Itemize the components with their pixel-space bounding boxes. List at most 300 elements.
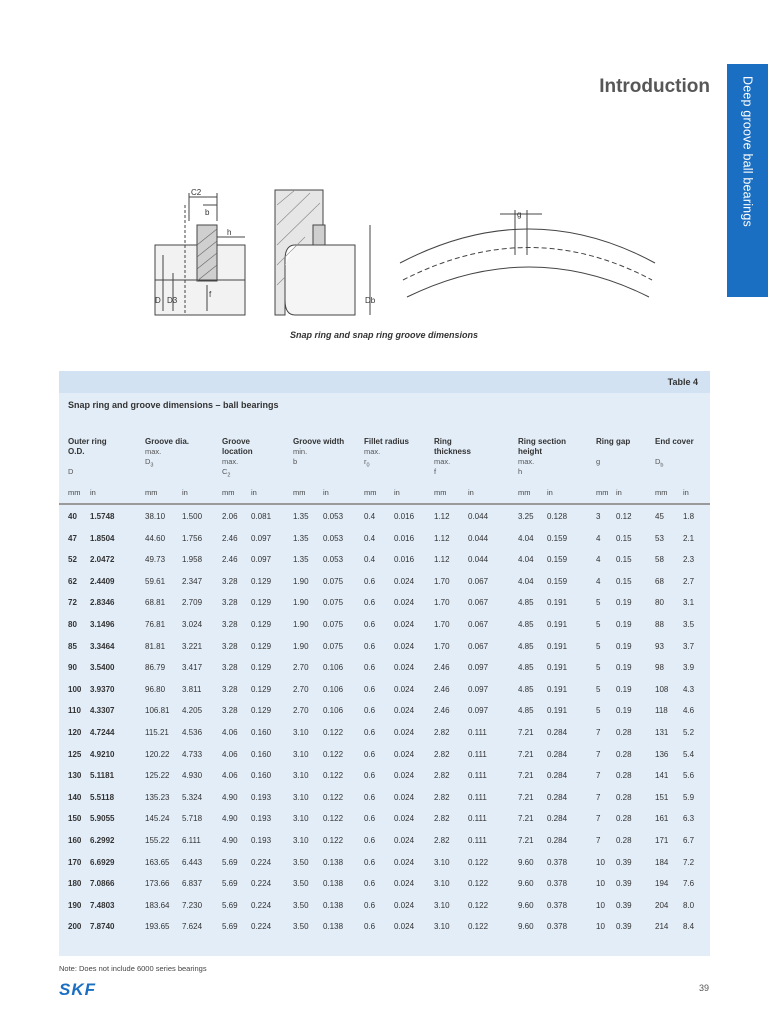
table-cell: 7.0866 [90, 879, 115, 889]
table-cell: 3.10 [434, 879, 450, 889]
table-panel [59, 371, 710, 956]
table-row [59, 550, 710, 572]
table-cell: 3.10 [434, 900, 450, 910]
table-cell: 1.90 [293, 641, 309, 651]
table-cell: 72 [68, 598, 77, 608]
table-row [59, 701, 710, 723]
table-cell: 0.067 [468, 620, 489, 629]
table-cell: 81.81 [145, 641, 166, 651]
table-cell: 0.39 [616, 900, 632, 910]
table-cell: 10 [596, 857, 605, 867]
table-cell: 4.733 [182, 749, 203, 759]
table-cell: 7.21 [518, 792, 534, 802]
table-cell: 3.50 [293, 879, 309, 889]
table-cell: 0.016 [394, 555, 415, 565]
table-cell: 3.10 [434, 857, 450, 867]
column-header [68, 437, 123, 477]
table-cell: 3.10 [293, 792, 309, 802]
table-cell: 3.10 [434, 922, 450, 932]
table-cell: 100 [68, 684, 82, 694]
column-header-symbol: b [293, 457, 298, 466]
table-cell: 115.21 [145, 728, 169, 737]
table-cell: 150 [68, 814, 82, 824]
table-cell: 0.106 [323, 684, 344, 694]
table-cell: 0.024 [394, 684, 415, 694]
table-cell: 0.016 [394, 533, 415, 543]
table-cell: 0.191 [547, 641, 568, 651]
label-f: f [209, 290, 212, 299]
table-cell: 0.138 [323, 900, 344, 910]
table-cell: 0.28 [616, 749, 632, 759]
table-cell: 160 [68, 836, 82, 845]
table-cell: 130 [68, 771, 82, 781]
table-cell: 0.106 [323, 663, 344, 673]
table-row [59, 831, 710, 853]
table-cell: 0.024 [394, 620, 415, 629]
table-cell: 0.6 [364, 684, 376, 694]
table-cell: 200 [68, 922, 82, 932]
table-cell: 3.10 [293, 771, 309, 781]
table-cell: 4.85 [518, 684, 534, 694]
table-cell: 0.111 [468, 836, 487, 845]
page-heading: Introduction [599, 76, 710, 97]
snap-ring-figure [145, 185, 665, 325]
table-cell: 0.191 [547, 620, 568, 629]
table-row [59, 788, 710, 810]
table-cell: 1.70 [434, 598, 450, 608]
table-cell: 4.90 [222, 792, 238, 802]
table-cell: 1.5748 [90, 512, 115, 521]
table-cell: 0.12 [616, 512, 632, 521]
table-cell: 59.61 [145, 576, 166, 586]
table-cell: 80 [68, 620, 77, 629]
table-cell: 0.129 [251, 706, 272, 716]
table-cell: 1.958 [182, 555, 203, 565]
table-topbar [59, 371, 710, 393]
table-row [59, 766, 710, 788]
unit-label: mm [434, 488, 447, 497]
section-side-tab[interactable] [727, 64, 768, 297]
table-cell: 0.4 [364, 555, 376, 565]
column-header-qualifier [596, 447, 651, 457]
unit-label: in [251, 488, 257, 497]
table-cell: 0.129 [251, 576, 272, 586]
table-cell: 38.10 [145, 512, 166, 521]
table-cell: 52 [68, 555, 77, 565]
table-cell: 0.122 [323, 792, 344, 802]
table-cell: 7 [596, 728, 601, 737]
table-cell: 3.28 [222, 684, 238, 694]
table-row [59, 917, 710, 939]
table-cell: 3.811 [182, 684, 202, 694]
table-cell: 0.129 [251, 663, 272, 673]
column-header [434, 437, 489, 477]
column-header-symbol: $C_2$ [222, 467, 231, 479]
table-cell: 0.075 [323, 598, 344, 608]
column-header-qualifier: max. [518, 457, 535, 466]
unit-label: mm [293, 488, 306, 497]
table-row [59, 615, 710, 637]
unit-label: in [90, 488, 96, 497]
table-row [59, 637, 710, 659]
table-cell: 0.284 [547, 792, 568, 802]
table-cell: 108 [655, 684, 669, 694]
unit-label: in [323, 488, 329, 497]
table-cell: 4.85 [518, 620, 534, 629]
table-cell: 0.6 [364, 836, 376, 845]
table-cell: 0.129 [251, 684, 272, 694]
table-cell: 0.024 [394, 922, 415, 932]
table-cell: 7.21 [518, 814, 534, 824]
table-cell: 10 [596, 879, 605, 889]
table-cell: 3.50 [293, 900, 309, 910]
table-cell: 0.138 [323, 879, 344, 889]
table-cell: 45 [655, 512, 664, 521]
table-cell: 7.8740 [90, 922, 115, 932]
table-cell: 120.22 [145, 749, 170, 759]
table-cell: 8.0 [683, 900, 695, 910]
unit-label: in [182, 488, 188, 497]
table-cell: 3.28 [222, 620, 238, 629]
table-cell: 2.3 [683, 555, 695, 565]
table-cell: 5.2 [683, 728, 695, 737]
table-cell: 9.60 [518, 857, 534, 867]
table-cell: 0.6 [364, 620, 376, 629]
unit-label: mm [364, 488, 377, 497]
table-cell: 3.9370 [90, 684, 115, 694]
table-cell: 3.3464 [90, 641, 115, 651]
table-cell: 0.191 [547, 706, 568, 716]
table-cell: 3.28 [222, 663, 238, 673]
table-cell: 2.82 [434, 836, 450, 845]
table-cell: 3 [596, 512, 601, 521]
column-header-name: End cover [655, 437, 694, 446]
table-cell: 2.4409 [90, 576, 115, 586]
table-cell: 0.097 [251, 555, 272, 565]
table-cell: 0.15 [616, 555, 632, 565]
table-cell: 7 [596, 771, 601, 781]
table-cell: 0.6 [364, 922, 376, 932]
table-cell: 0.053 [323, 533, 344, 543]
table-cell: 5 [596, 641, 601, 651]
table-cell: 0.106 [323, 706, 344, 716]
table-cell: 194 [655, 879, 669, 889]
column-header-qualifier: min. [293, 447, 308, 456]
table-cell: 7.21 [518, 728, 534, 737]
table-cell: 80 [655, 598, 664, 608]
column-header [364, 437, 419, 471]
column-header [655, 437, 710, 471]
table-row [59, 874, 710, 896]
table-cell: 4.9210 [90, 749, 115, 759]
table-cell: 0.122 [323, 836, 344, 845]
table-cell: 0.067 [468, 598, 489, 608]
column-header-qualifier [655, 447, 710, 457]
table-cell: 10 [596, 900, 605, 910]
table-cell: 1.12 [434, 533, 450, 543]
table-cell: 131 [655, 728, 669, 737]
unit-label: in [547, 488, 553, 497]
table-cell: 5.9 [683, 792, 695, 802]
table-cell: 7.21 [518, 771, 534, 781]
table-cell: 0.024 [394, 900, 415, 910]
table-cell: 1.90 [293, 576, 309, 586]
table-cell: 0.191 [547, 684, 568, 694]
table-cell: 2.1 [683, 533, 695, 543]
table-cell: 0.160 [251, 771, 272, 781]
table-cell: 0.378 [547, 922, 568, 932]
table-cell: 3.1 [683, 598, 695, 608]
table-cell: 5.1181 [90, 771, 115, 781]
unit-label: mm [518, 488, 531, 497]
column-header [293, 437, 348, 467]
label-db: Db [365, 296, 376, 305]
table-cell: 135.23 [145, 792, 170, 802]
table-cell: 86.79 [145, 663, 166, 673]
table-cell: 140 [68, 792, 82, 802]
table-row [59, 680, 710, 702]
table-cell: 0.122 [468, 922, 489, 932]
table-cell: 1.70 [434, 576, 450, 586]
table-cell: 106.81 [145, 706, 170, 716]
table-cell: 0.122 [323, 771, 344, 781]
column-header [596, 437, 651, 467]
table-cell: 44.60 [145, 533, 166, 543]
table-cell: 3.024 [182, 620, 203, 629]
table-cell: 161 [655, 814, 669, 824]
table-cell: 0.6 [364, 706, 376, 716]
table-cell: 0.111 [468, 749, 487, 759]
table-cell: 171 [655, 836, 669, 845]
table-cell: 0.024 [394, 792, 415, 802]
unit-label: in [468, 488, 474, 497]
table-cell: 0.6 [364, 576, 376, 586]
table-cell: 0.122 [323, 749, 344, 759]
table-cell: 40 [68, 512, 77, 521]
table-cell: 7 [596, 749, 601, 759]
table-cell: 3.5 [683, 620, 695, 629]
table-cell: 4.85 [518, 598, 534, 608]
table-cell: 5.4 [683, 749, 695, 759]
table-cell: 3.10 [293, 749, 309, 759]
table-cell: 4.90 [222, 836, 238, 845]
column-header-symbol: $r_0$ [364, 457, 370, 469]
column-header [518, 437, 588, 477]
column-header-name: Ring gap [596, 437, 631, 446]
table-cell: 173.66 [145, 879, 170, 889]
table-number: Table 4 [667, 377, 698, 387]
table-cell: 2.46 [434, 684, 450, 694]
table-cell: 3.7 [683, 641, 695, 651]
table-cell: 2.46 [434, 706, 450, 716]
table-cell: 58 [655, 555, 664, 565]
table-cell: 0.024 [394, 879, 415, 889]
unit-label: mm [222, 488, 235, 497]
table-cell: 0.6 [364, 749, 376, 759]
table-cell: 76.81 [145, 620, 166, 629]
table-cell: 125.22 [145, 771, 170, 781]
table-row [59, 507, 710, 529]
column-header-name: Groove location [222, 437, 253, 456]
label-b: b [205, 208, 210, 217]
table-cell: 0.224 [251, 900, 272, 910]
table-cell: 90 [68, 663, 77, 673]
table-cell: 3.10 [293, 728, 309, 737]
table-cell: 0.6 [364, 728, 376, 737]
table-cell: 53 [655, 533, 664, 543]
table-cell: 1.12 [434, 555, 450, 565]
table-cell: 155.22 [145, 836, 170, 845]
table-cell: 0.15 [616, 576, 632, 586]
table-cell: 7.6 [683, 879, 695, 889]
table-cell: 0.097 [468, 706, 489, 716]
table-cell: 163.65 [145, 857, 170, 867]
unit-label: in [394, 488, 400, 497]
table-cell: 1.12 [434, 512, 450, 521]
table-cell: 5.718 [182, 814, 203, 824]
table-cell: 49.73 [145, 555, 166, 565]
table-cell: 0.15 [616, 533, 632, 543]
table-cell: 1.756 [182, 533, 203, 543]
skf-logo: SKF [59, 980, 96, 999]
table-cell: 4.90 [222, 814, 238, 824]
table-cell: 0.284 [547, 771, 568, 781]
table-cell: 6.111 [182, 836, 201, 845]
table-cell: 0.111 [468, 771, 487, 781]
table-cell: 4.205 [182, 706, 203, 716]
table-cell: 0.6 [364, 900, 376, 910]
table-cell: 0.129 [251, 598, 272, 608]
table-cell: 0.284 [547, 749, 568, 759]
table-cell: 5.69 [222, 857, 238, 867]
table-cell: 214 [655, 922, 669, 932]
table-cell: 2.70 [293, 663, 309, 673]
column-header [222, 437, 277, 481]
table-cell: 3.28 [222, 706, 238, 716]
table-cell: 0.053 [323, 512, 344, 521]
table-cell: 0.024 [394, 814, 415, 824]
unit-label: in [683, 488, 689, 497]
table-cell: 0.378 [547, 857, 568, 867]
table-cell: 5 [596, 620, 601, 629]
table-cell: 0.111 [468, 814, 487, 824]
label-c2: C2 [191, 188, 202, 197]
table-cell: 0.138 [323, 857, 344, 867]
table-cell: 110 [68, 706, 81, 716]
label-d: D [155, 296, 161, 305]
table-cell: 7.230 [182, 900, 203, 910]
table-cell: 6.6929 [90, 857, 115, 867]
table-cell: 2.46 [222, 533, 238, 543]
table-cell: 47 [68, 533, 77, 543]
table-cell: 184 [655, 857, 669, 867]
table-cell: 0.159 [547, 576, 568, 586]
table-row [59, 529, 710, 551]
table-cell: 4.06 [222, 749, 238, 759]
label-g: g [517, 210, 522, 219]
table-cell: 3.10 [293, 814, 309, 824]
table-cell: 0.19 [616, 684, 632, 694]
table-cell: 9.60 [518, 922, 534, 932]
table-cell: 68.81 [145, 598, 166, 608]
table-cell: 0.044 [468, 533, 489, 543]
table-cell: 3.25 [518, 512, 534, 521]
snap-ring-diagram [145, 185, 665, 325]
unit-label: mm [596, 488, 609, 497]
table-cell: 0.193 [251, 836, 272, 845]
table-cell: 7 [596, 792, 601, 802]
table-cell: 3.28 [222, 576, 238, 586]
table-cell: 151 [655, 792, 669, 802]
table-cell: 136 [655, 749, 669, 759]
table-cell: 0.19 [616, 706, 632, 716]
table-cell: 5 [596, 663, 601, 673]
table-cell: 3.5400 [90, 663, 115, 673]
table-cell: 0.128 [547, 512, 568, 521]
table-cell: 0.111 [468, 728, 487, 737]
table-cell: 5.324 [182, 792, 203, 802]
table-cell: 2.82 [434, 749, 450, 759]
table-cell: 93 [655, 641, 664, 651]
table-row [59, 745, 710, 767]
table-cell: 1.35 [293, 533, 309, 543]
table-cell: 0.28 [616, 771, 632, 781]
table-cell: 0.378 [547, 879, 568, 889]
table-cell: 2.70 [293, 706, 309, 716]
table-cell: 62 [68, 576, 77, 586]
table-cell: 96.80 [145, 684, 166, 694]
table-cell: 0.075 [323, 641, 344, 651]
table-cell: 0.044 [468, 512, 489, 521]
column-header-symbol: f [434, 467, 437, 476]
table-cell: 0.122 [468, 879, 489, 889]
table-cell: 170 [68, 857, 82, 867]
table-cell: 3.417 [182, 663, 203, 673]
table-cell: 3.10 [293, 836, 309, 845]
table-cell: 0.28 [616, 728, 632, 737]
table-cell: 204 [655, 900, 669, 910]
table-cell: 0.138 [323, 922, 344, 932]
table-cell: 0.284 [547, 836, 568, 845]
table-cell: 4.04 [518, 555, 534, 565]
table-cell: 6.3 [683, 814, 695, 824]
table-cell: 0.122 [323, 728, 344, 737]
table-cell: 0.024 [394, 836, 415, 845]
table-row [59, 809, 710, 831]
column-header-symbol: $D_b$ [655, 457, 664, 469]
table-cell: 5.69 [222, 879, 238, 889]
table-cell: 4.04 [518, 576, 534, 586]
unit-label: mm [145, 488, 158, 497]
table-cell: 1.70 [434, 641, 450, 651]
table-cell: 1.90 [293, 620, 309, 629]
table-cell: 4.3307 [90, 706, 115, 716]
column-header-qualifier: max. [222, 457, 239, 466]
table-cell: 0.129 [251, 620, 272, 629]
column-header-qualifier: max. [434, 457, 451, 466]
table-cell: 1.8504 [90, 533, 115, 543]
column-header-symbol: $D_3$ [145, 457, 154, 469]
table-cell: 4 [596, 576, 601, 586]
page-number: 39 [698, 983, 709, 993]
table-cell: 0.19 [616, 641, 632, 651]
table-cell: 0.024 [394, 663, 415, 673]
column-header-qualifier: max. [145, 447, 162, 456]
table-cell: 0.097 [468, 663, 489, 673]
table-cell: 5.9055 [90, 814, 115, 824]
table-cell: 5 [596, 684, 601, 694]
column-header-symbol: g [596, 457, 601, 466]
